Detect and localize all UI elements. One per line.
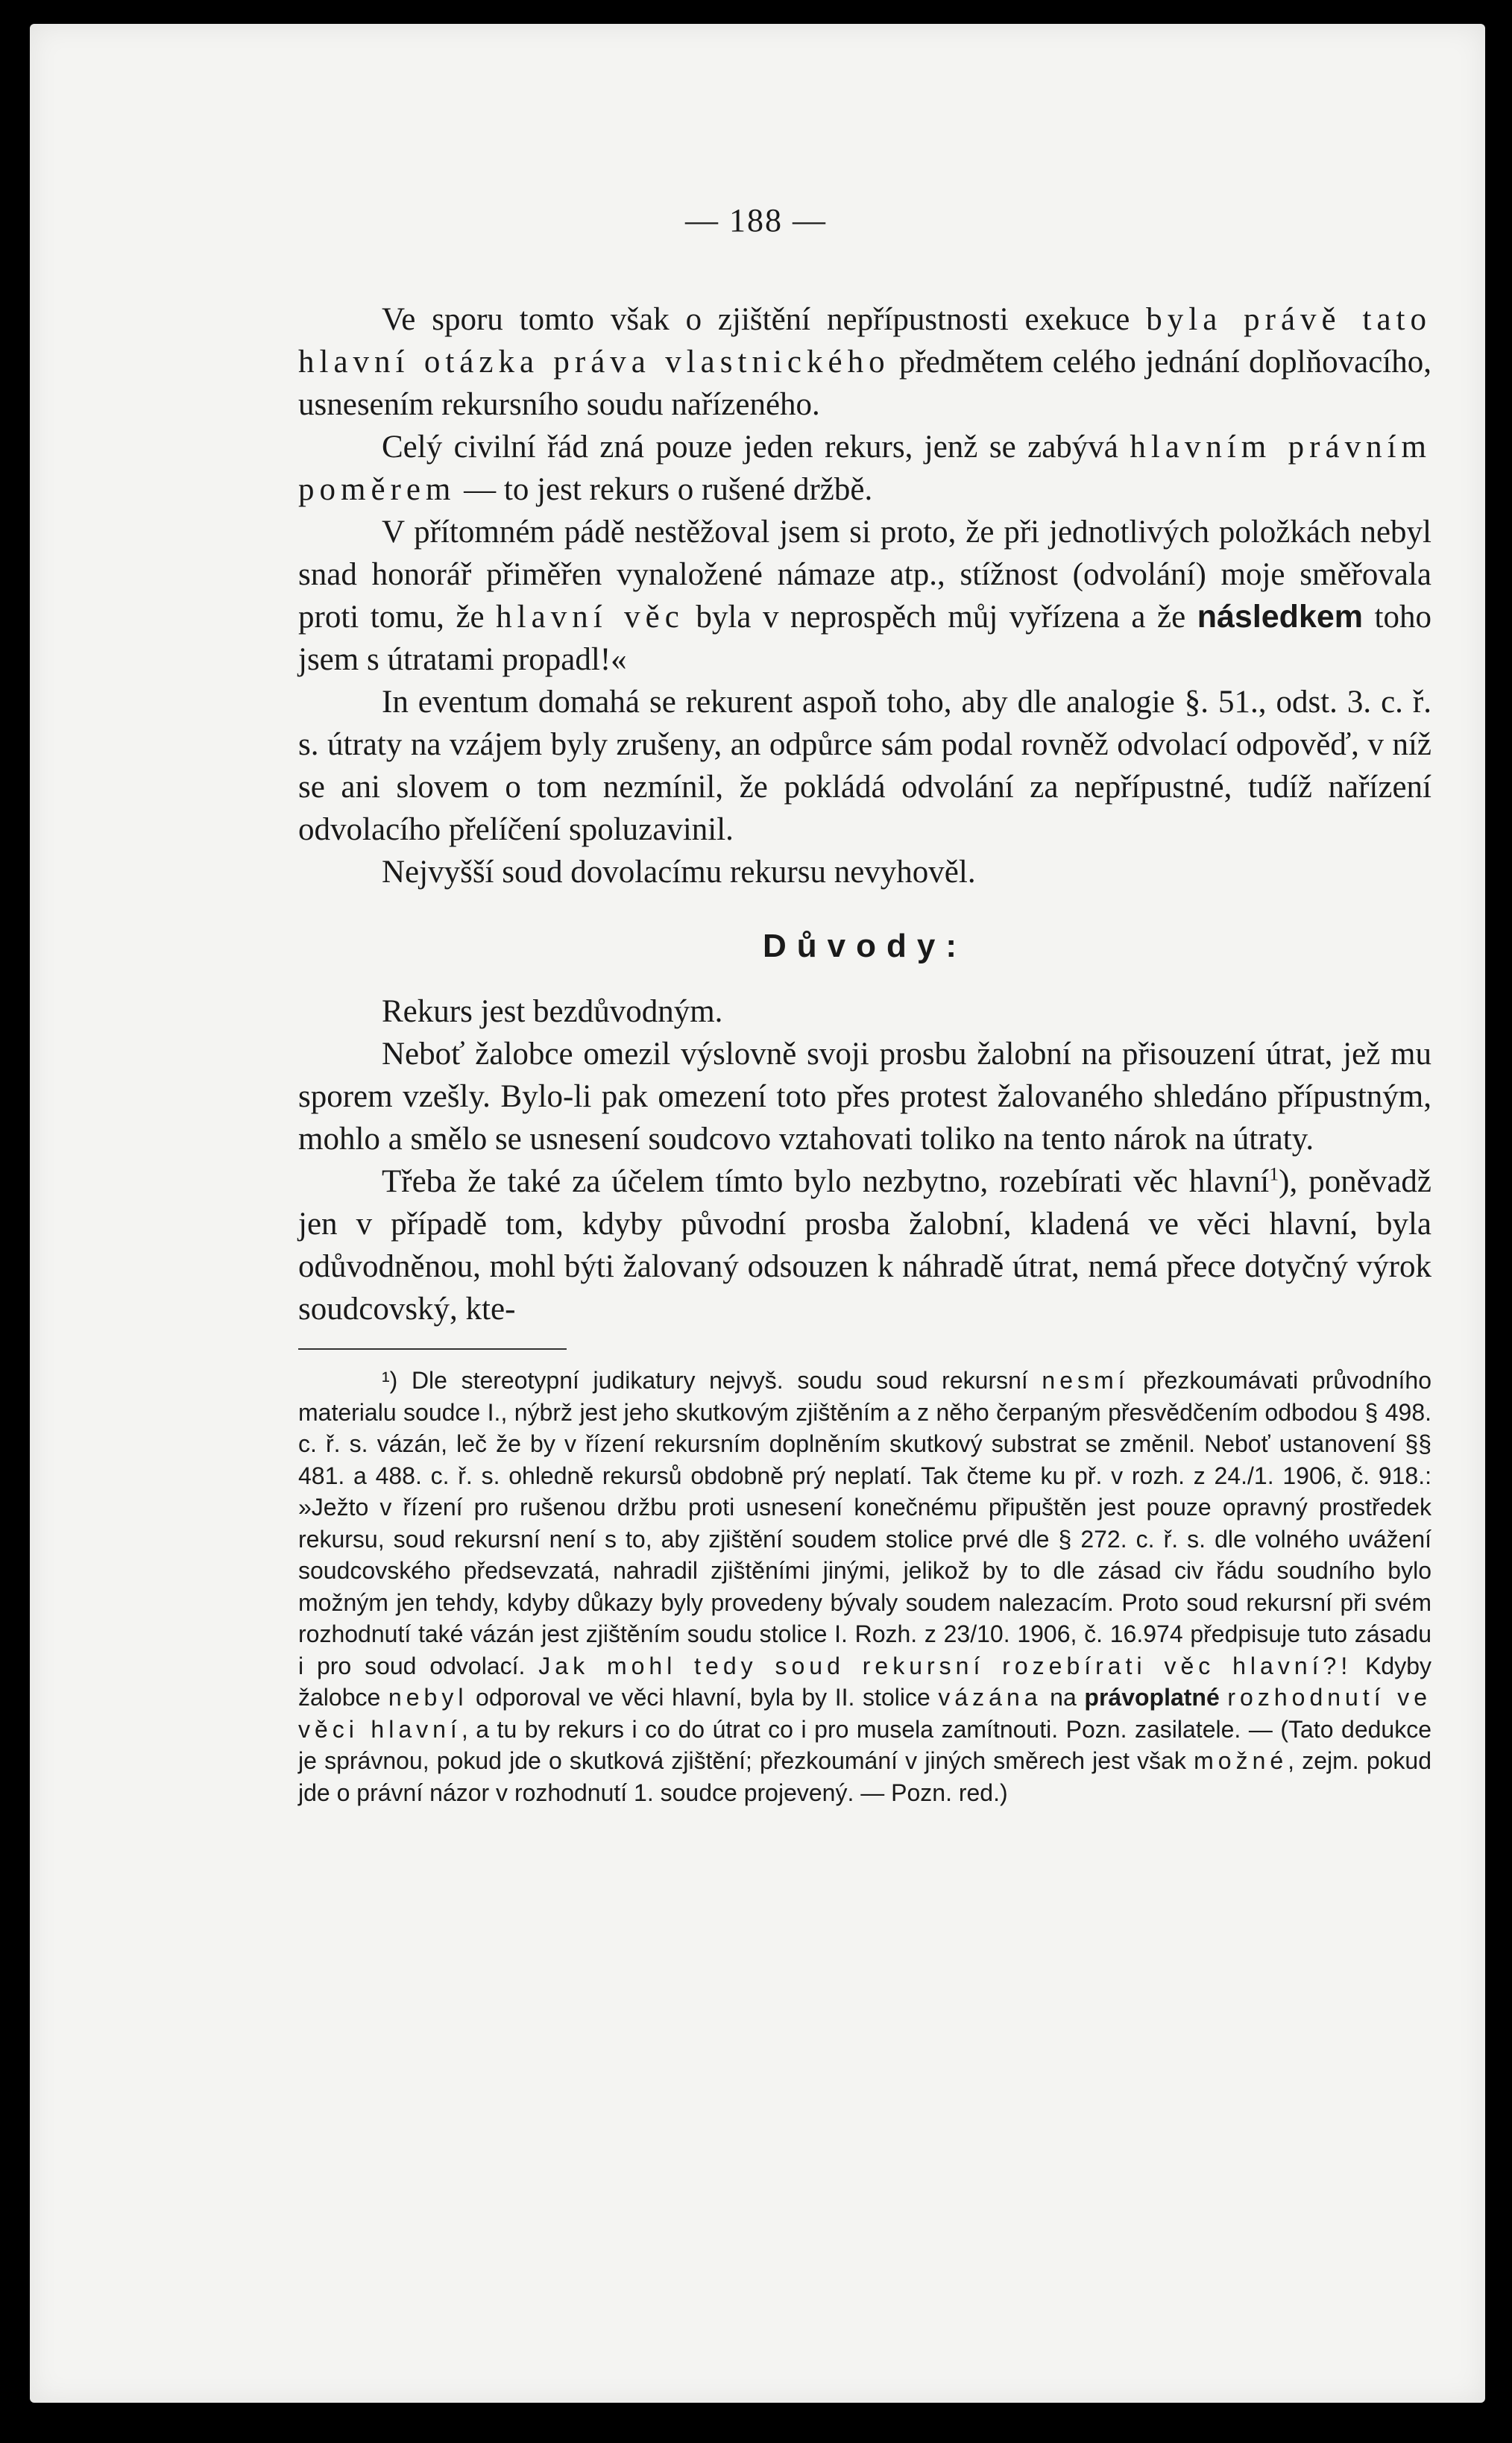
footnote-spaced-4: vázána: [938, 1684, 1042, 1711]
footnote-spaced-3: nebyl: [388, 1684, 468, 1711]
paragraph-8-text-b: ), poněvadž jen v případě tom, kdyby původní prosba žalobní, kladená ve věci hlavní, byla odůvodněnou, mohl býti žalovaný odsouzen k náhradě útrat, nemá přece dotyčný výrok soudcovský, kte-: [298, 1164, 1432, 1327]
footnote-marker: ¹): [382, 1367, 398, 1394]
section-heading: Důvody:: [763, 928, 967, 964]
footnote-text-1: Dle stereotypní judikatury nejvyš. soudu soud rekursní: [397, 1367, 1042, 1394]
footnote-text-5: na: [1042, 1684, 1085, 1711]
paragraph-3-text-c: toho jsem s útratami propadl!«: [298, 600, 1432, 677]
paragraph-1-text-a: Ve sporu tomto však o zjištění nepřípustnosti exekuce: [382, 302, 1147, 337]
footnote-reference: 1: [1269, 1163, 1279, 1185]
paragraph-1-spaced: byla právě tato hlavní otázka práva vlastnického: [298, 302, 1431, 380]
paragraph-3: [298, 511, 1431, 681]
footnote-spaced-1: nesmí: [1042, 1367, 1130, 1394]
footnote-text-8: , zejm. pokud jde o právní názor v rozhodnutí 1. soudce projevený. — Pozn. red.): [298, 1747, 1432, 1806]
paragraph-1-text-b: předmětem celého jednání doplňovacího, usnesením rekursního soudu nařízeného.: [298, 345, 1431, 422]
paragraph-7: Neboť žalobce omezil výslovně svoji prosbu žalobní na přisouzení útrat, jež mu sporem vzešly. Bylo-li pak omezení toto přes protest žalovaného shledáno přípustným, mohlo a smělo se usnesení soudcovo vztahovati toliko na tento nárok na útraty.: [298, 1037, 1431, 1157]
paragraph-8-text-a: Třeba že také za účelem tímto bylo nezbytno, rozebírati věc hlavní: [382, 1164, 1270, 1199]
footnote: [298, 1365, 1431, 1808]
paragraph-2-text-b: — to jest rekurs o rušené držbě.: [456, 472, 873, 507]
page-number: — 188 —: [685, 202, 827, 239]
paragraph-3-spaced: hlavní věc: [496, 600, 684, 635]
footnote-divider: [298, 1348, 567, 1350]
footnote-spaced-6: možné: [1194, 1747, 1288, 1774]
paragraph-2-text-a: Celý civilní řád zná pouze jeden rekurs, jenž se zabývá: [382, 430, 1130, 465]
main-text: [298, 298, 1431, 1808]
paragraph-3-bold: následkem: [1197, 599, 1364, 635]
paragraph-5: Nejvyšší soud dovolacímu rekursu nevyhověl.: [382, 855, 976, 890]
paragraph-4: In eventum domahá se rekurent aspoň toho, aby dle analogie §. 51., odst. 3. c. ř. s. útraty na vzájem byly zrušeny, an odpůrce sám podal rovněž odvolací odpověď, v níž se ani slovem o tom nezmínil, že pokládá odvolání za nepřípustné, tudíž nařízení odvolacího přelíčení spoluzavinil.: [298, 685, 1431, 847]
footnote-text-4: odporoval ve věci hlavní, byla by II. stolice: [467, 1684, 939, 1711]
footnote-text-3: Kdyby žalobce: [298, 1652, 1432, 1711]
footnote-text-6: [1220, 1684, 1228, 1711]
footnote-bold: právoplatné: [1084, 1684, 1220, 1711]
footnote-text-2: přezkoumávati průvodního materialu soudce I., nýbrž jest jeho skutkovým zjištěním a z něho čerpaným přesvědčením odbodou § 498. c. ř. s. vázán, leč že by v řízení rekursním doplněním skutkový substrat se změnil. Neboť ustanovení §§ 481. a 488. c. ř. s. ohledně rekursů obdobně prý neplatí. Tak čteme ku př. v rozh. z 24./1. 1906, č. 918.: »Ježto v řízení pro rušenou držbu proti usnesení konečnému připuštěn jest pouze opravný prostředek rekursu, soud rekursní není s to, aby zjištění soudem stolice prvé dle § 272. c. ř. s. dle volného uvážení soudcovského předsevzatá, nahradil zjištěními jinými, jelikož by to dle zásad civ řádu soudního bylo možným jen tehdy, kdyby důkazy byly provedeny bývaly soudem nalezacím. Proto soud rekursní při svém rozhodnutí také vázán jest zjištěním soudu stolice I. Rozh. z 23/10. 1906, č. 16.974 předpisuje tuto zásadu i pro soud odvolací.: [298, 1367, 1432, 1679]
paragraph-8: [298, 1160, 1431, 1330]
footnote-text-7: , a tu by rekurs i co do útrat co i pro musela zamítnouti. Pozn. zasilatele. — (Tato dedukce je správnou, pokud jde o skutková zjištění; přezkoumání v jiných směrech jest však: [298, 1715, 1432, 1774]
paragraph-2: [298, 426, 1431, 511]
paragraph-2-spaced: hlavním právním poměrem: [298, 430, 1431, 507]
paragraph-3-text-b: byla v neprospěch můj vyřízena a že: [684, 600, 1197, 635]
paragraph-3-text-a: V přítomném pádě nestěžoval jsem si proto, že při jednotlivých položkách nebyl snad honorář přiměřen vynaložené námaze atp., stížnost (odvolání) moje směřovala proti tomu, že: [298, 515, 1431, 635]
footnote-spaced-2: Jak mohl tedy soud rekursní rozebírati věc hlavní?!: [538, 1652, 1352, 1679]
paragraph-1: [298, 298, 1431, 426]
footnote-spaced-5: rozhodnutí ve věci hlavní: [298, 1684, 1432, 1743]
paragraph-6: Rekurs jest bezdůvodným.: [382, 994, 723, 1029]
